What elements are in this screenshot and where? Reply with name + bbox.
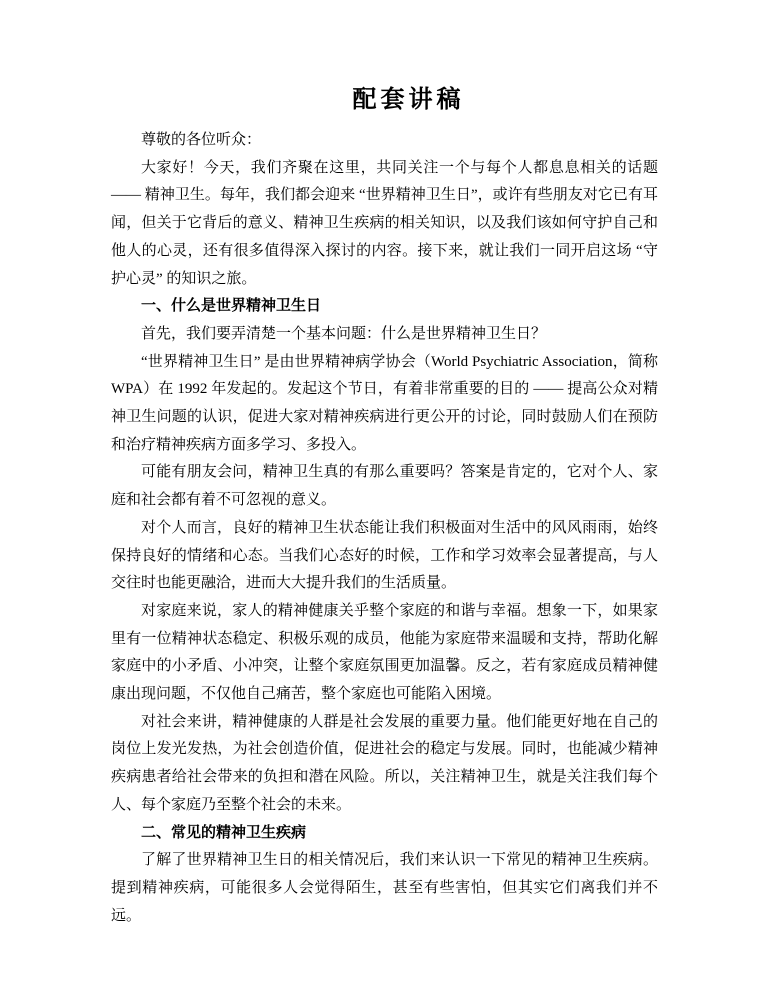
section-heading-1: 一、什么是世界精神卫生日 [141, 298, 322, 315]
paragraph-common-diseases-intro: 了解了世界精神卫生日的相关情况后，我们来认识一下常见的精神卫生疾病。提到精神疾病，可能很多人会觉得陌生，甚至有些害怕，但其实它们离我们并不远。 [111, 852, 658, 924]
document-title: 配套讲稿 [352, 87, 465, 113]
paragraph-opening: 大家好！今天，我们齐聚在这里，共同关注一个与每个人都息息相关的话题 —— 精神卫生。每年，我们都会迎来 “世界精神卫生日”，或许有些朋友对它已有耳闻，但关于它背后的意义、精神卫生疾病的相关知识，以及我们该如何守护自己和他人的心灵，还有很多值得深入探讨的内容。接下来，就让我们一同开启这场 “守护心灵” 的知识之旅。 [111, 159, 658, 287]
paragraph-importance: 可能有朋友会问，精神卫生真的有那么重要吗？答案是肯定的，它对个人、家庭和社会都有着不可忽视的意义。 [111, 464, 658, 509]
section-heading-2: 二、常见的精神卫生疾病 [141, 824, 307, 841]
paragraph-what-is-question: 首先，我们要弄清楚一个基本问题：什么是世界精神卫生日？ [141, 325, 547, 342]
paragraph-individual: 对个人而言，良好的精神卫生状态能让我们积极面对生活中的风风雨雨，始终保持良好的情绪和心态。当我们心态好的时候，工作和学习效率会显著提高，与人交往时也能更融洽，进而大大提升我们的生活质量。 [111, 519, 658, 592]
salutation-line: 尊敬的各位听众： [141, 132, 262, 148]
paragraph-society: 对社会来讲，精神健康的人群是社会发展的重要力量。他们能更好地在自己的岗位上发光发热，为社会创造价值，促进社会的稳定与发展。同时，也能减少精神疾病患者给社会带来的负担和潜在风险。所以，关注精神卫生，就是关注我们每个人、每个家庭乃至整个社会的未来。 [111, 713, 658, 813]
paragraph-family: 对家庭来说，家人的精神健康关乎整个家庭的和谐与幸福。想象一下，如果家里有一位精神状态稳定、积极乐观的成员，他能为家庭带来温暖和支持，帮助化解家庭中的小矛盾、小冲突，让整个家庭氛围更加温馨。反之，若有家庭成员精神健康出现问题，不仅他自己痛苦，整个家庭也可能陷入困境。 [111, 602, 658, 703]
paragraph-wpa-origin: “世界精神卫生日” 是由世界精神病学协会（World Psychiatric Association，简称 WPA）在 1992 年发起的。发起这个节日，有着非常重要的目的 —— 提高公众对精神卫生问题的认识，促进大家对精神疾病进行更公开的讨论，同时鼓励人们在预防和治疗精神疾病方面多学习、多投入。 [111, 353, 658, 453]
